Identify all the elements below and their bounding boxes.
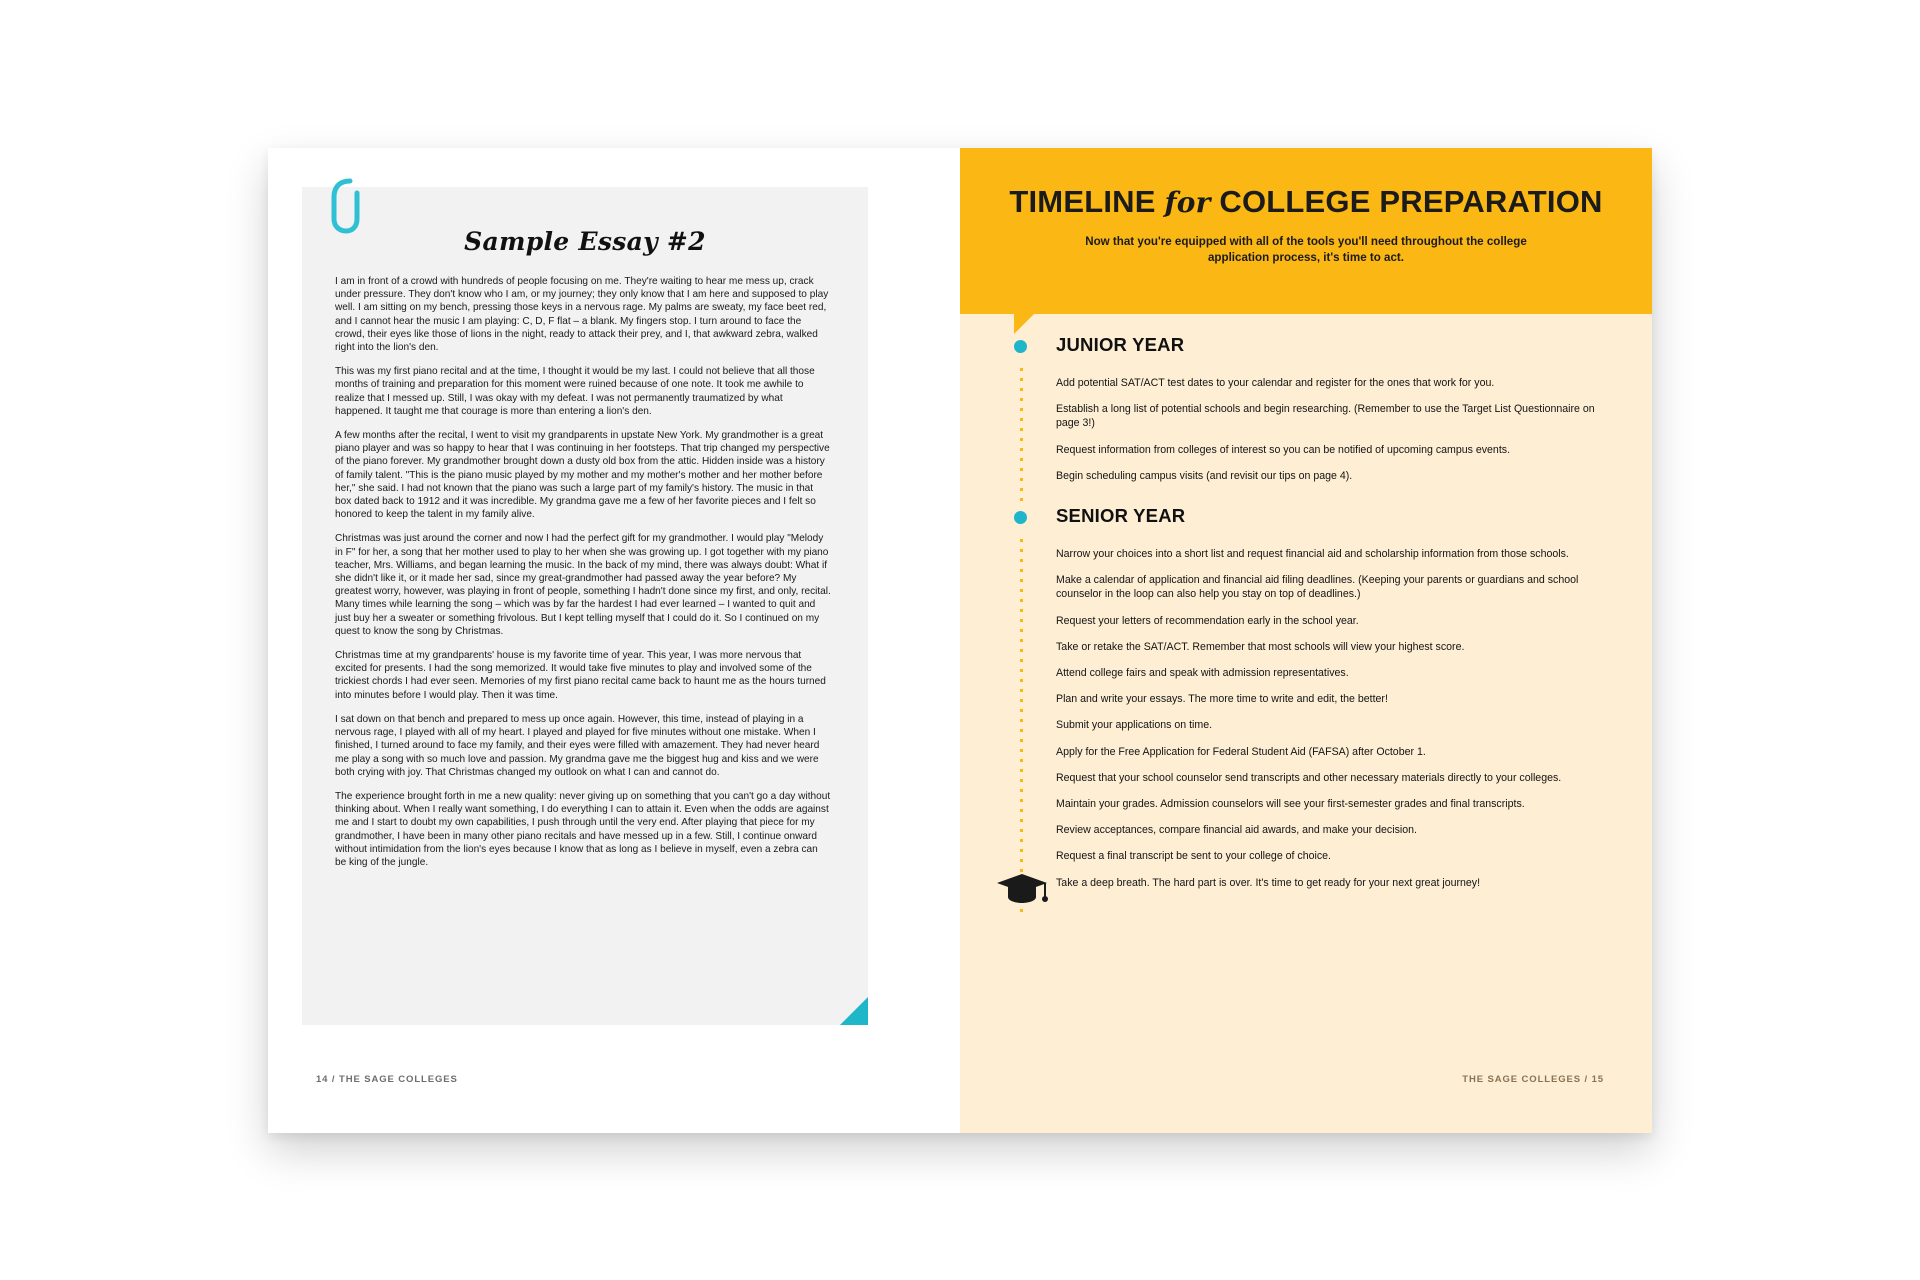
section-items	[960, 539, 1652, 912]
essay-paragraph: This was my first piano recital and at the time, I thought it would be my last. I could not believe that all those months of training and preparation for this moment were ruined because of one note. It took me awhile to realize that I messed up. Still, I was okay with my defeat. I was not permanently traumatized by what happened. It taught me that courage is more than entering a lion's den.	[335, 366, 815, 417]
timeline-banner	[960, 148, 1652, 314]
timeline-item: Submit your applications on time.	[1056, 719, 1213, 732]
section-title: SENIOR YEAR	[1056, 505, 1186, 527]
essay-paragraph: Christmas time at my grandparents' house is my favorite time of year. This year, I was more nervous that excited for presents. I had the song memorized. It would take five minutes to play and involved some of the trickiest chords I had ever seen. Memories of my first piano recital came back to haunt me as the hours turned into minutes before I would play. Then it was time.	[335, 650, 826, 701]
section-title: JUNIOR YEAR	[1056, 334, 1185, 355]
section-header	[960, 334, 1652, 368]
page-folio-left: 14 / THE SAGE COLLEGES	[316, 1074, 458, 1085]
timeline-item: Take a deep breath. The hard part is over. It's time to get ready for your next great journey!	[1056, 876, 1481, 889]
essay-paragraph: I sat down on that bench and prepared to mess up once again. However, this time, instead of playing in a nervous rage, I played with all of my heart. I played and played for five minutes without one mistake. When I finished, I turned around to face my family, and their eyes were filled with amazement. They had never heard me play a song with so much love and passion. My grandma gave me the biggest hug and kiss and we were both crying with joy. That Christmas changed my outlook on what I can and cannot do.	[335, 713, 820, 778]
banner-notch-decoration	[1014, 314, 1034, 334]
bullet-dot-icon	[1014, 511, 1027, 524]
timeline-section-senior	[960, 505, 1652, 912]
timeline-item: Narrow your choices into a short list and request financial aid and scholarship information from those schools.	[1056, 548, 1569, 561]
left-page	[268, 148, 960, 1133]
section-header	[960, 505, 1652, 539]
banner-title-part1: TIMELINE	[1009, 184, 1156, 219]
timeline-item: Establish a long list of potential schools and begin researching. (Remember to use the Target List Questionnaire on page 3!)	[1056, 403, 1595, 430]
essay-card	[302, 187, 868, 1025]
essay-paragraph: The experience brought forth in me a new quality: never giving up on something that you can't go a day without thinking about. When I really want something, I do everything I can to attain it. Even when the odds are against me and I start to doubt my own capabilities, I push through until the very end. After playing that piece for my grandmother, I have been in many other piano recitals and have messed up in a few. Still, I continue onward without intimidation from the lion's eyes because I know that as long as I believe in myself, even a zebra can be king of the jungle.	[335, 790, 831, 868]
graduation-cap-icon	[996, 872, 1048, 906]
magazine-spread	[268, 148, 1652, 1133]
page-folio-right: THE SAGE COLLEGES / 15	[1462, 1074, 1604, 1085]
timeline-item: Plan and write your essays. The more time to write and edit, the better!	[1056, 693, 1388, 706]
essay-body	[335, 275, 831, 880]
timeline-item: Request information from colleges of interest so you can be notified of upcoming campus events.	[1056, 443, 1511, 456]
banner-title-italic: for	[1164, 186, 1211, 219]
timeline-item: Maintain your grades. Admission counselors will see your first-semester grades and final transcripts.	[1056, 798, 1525, 811]
timeline-item: Take or retake the SAT/ACT. Remember that most schools will view your highest score.	[1056, 640, 1465, 653]
corner-fold-decoration	[840, 997, 868, 1025]
essay-paragraph: I am in front of a crowd with hundreds of people focusing on me. They're waiting to hear me mess up, crack under pressure. They don't know who I am, or my journey; they only know that I am here and supposed to play well. I am sitting on my bench, pressing those keys in a nervous rage. My palms are sweaty, my face beet red, and I cannot hear the music I am playing: C, D, F flat – a blank. My fingers stop. I turn around to face the crowd, their eyes like those of lions in the night, ready to attack their prey, and I, that awkward zebra, walked right into the lion's den.	[335, 276, 829, 354]
banner-title-part2: COLLEGE PREPARATION	[1219, 184, 1603, 219]
essay-paragraph: A few months after the recital, I went to visit my grandparents in upstate New York. My grandmother is a great piano player and was so happy to hear that I was continuing in her footsteps. That trip changed my perspective of the piano forever. My grandmother brought down a dusty old box from the attic. Hidden inside was a history of family talent. "This is the piano music played by my mother and my mother's mother and her mother before her," she said. I had not known that the piano was such a large part of my family's history. The music in that box dated back to 1912 and it was incredible. My grandma gave me a few of her favorite pieces and I felt so honored to keep the talent in my family alive.	[335, 430, 830, 521]
timeline-item: Apply for the Free Application for Federal Student Aid (FAFSA) after October 1.	[1056, 745, 1426, 758]
timeline-list	[960, 334, 1652, 912]
timeline-item: Review acceptances, compare financial aid awards, and make your decision.	[1056, 824, 1417, 837]
right-page	[960, 148, 1652, 1133]
timeline-section-junior	[960, 334, 1652, 505]
timeline-item: Request a final transcript be sent to your college of choice.	[1056, 850, 1332, 863]
bullet-dot-icon	[1014, 340, 1027, 353]
essay-paragraph: Christmas was just around the corner and now I had the perfect gift for my grandmother. I would play "Melody in F" for her, a song that her mother used to play to her when she was growing up. I got together with my piano teacher, Mrs. Williams, and began learning the music. In the back of my mind, there was always doubt: What if she didn't like it, or it made her sad, since my great-grandmother had passed away the year before? My greatest worry, however, was playing in front of people, something I hadn't done since my first, and only, recital. Many times while learning the song – which was by far the hardest I had ever learned – I wanted to quit and just buy her a sweater or something frivolous. But I kept telling myself that I could do it. So I continued on my quest to know the song by Christmas.	[335, 533, 831, 637]
timeline-item: Attend college fairs and speak with admission representatives.	[1056, 667, 1349, 680]
banner-subtitle: Now that you're equipped with all of the tools you'll need throughout the college application process, it's time to act.	[1085, 235, 1527, 264]
banner-title	[960, 184, 1652, 220]
timeline-item: Make a calendar of application and financial aid filing deadlines. (Keeping your parents or guardians and school counselor in the loop can also help you stay on top of deadlines.)	[1056, 574, 1579, 601]
section-items	[960, 368, 1652, 505]
timeline-item: Begin scheduling campus visits (and revisit our tips on page 4).	[1056, 469, 1353, 482]
timeline-item: Request your letters of recommendation early in the school year.	[1056, 614, 1359, 627]
timeline-item: Add potential SAT/ACT test dates to your calendar and register for the ones that work for you.	[1056, 377, 1495, 389]
timeline-item: Request that your school counselor send transcripts and other necessary materials directly to your colleges.	[1056, 771, 1562, 784]
essay-title: Sample Essay #2	[464, 227, 706, 256]
